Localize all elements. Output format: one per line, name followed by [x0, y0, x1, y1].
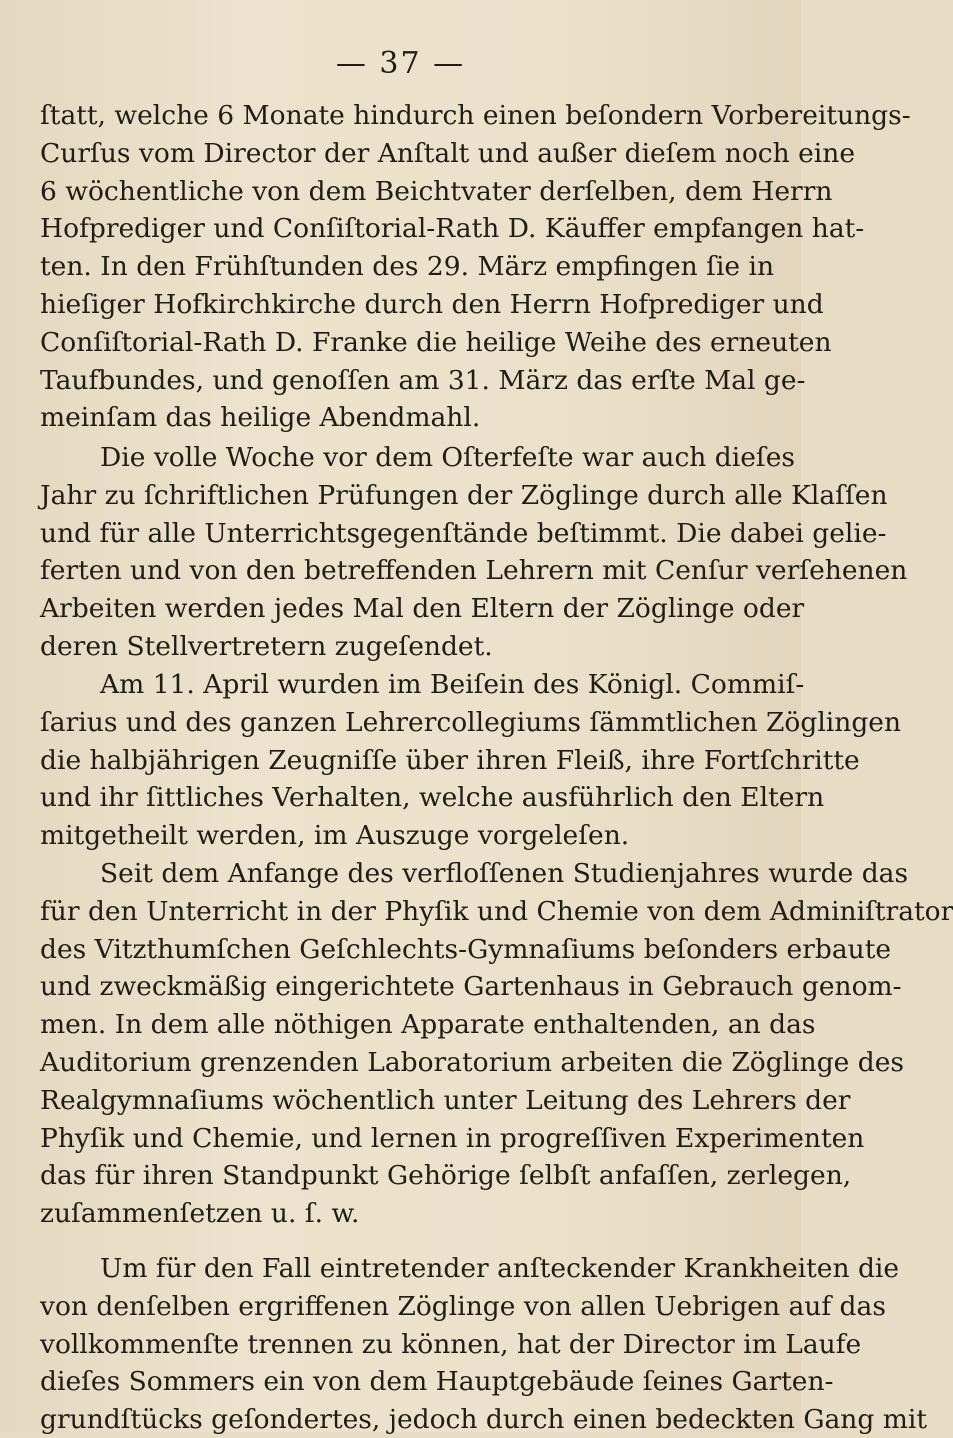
text-line: und ihr ſittliches Verhalten, welche ausführlich den Eltern: [40, 782, 825, 814]
text-line: 6 wöchentliche von dem Beichtvater derſelben, dem Herrn: [40, 175, 833, 207]
text-line: ſarius und des ganzen Lehrercollegiums ſämmtlichen Zöglingen: [40, 706, 902, 738]
text-line: Taufbundes, und genoſſen am 31. März das erſte Mal ge-: [40, 364, 806, 396]
text-line: Um für den Fall eintretender anſteckender Krankheiten die: [100, 1253, 900, 1284]
text-line: meinſam das heilige Abendmahl.: [40, 402, 481, 434]
text-line: Phyſik und Chemie, und lernen in progreſſiven Experimenten: [40, 1122, 865, 1154]
text-line: Seit dem Anfange des verfloſſenen Studienjahres wurde das: [100, 858, 909, 889]
text-line: men. In dem alle nöthigen Apparate enthaltenden, an das: [40, 1009, 816, 1041]
page-number: — 37 —: [335, 46, 466, 81]
text-line: zuſammenſetzen u. ſ. w.: [40, 1198, 360, 1230]
text-line: Am 11. April wurden im Beiſein des Königl. Commiſ-: [100, 669, 805, 700]
text-line: Curſus vom Director der Anſtalt und außer dieſem noch eine: [40, 137, 856, 169]
text-line: Die volle Woche vor dem Oſterfeſte war auch dieſes: [100, 442, 796, 473]
text-line: deren Stellvertretern zugeſendet.: [40, 631, 493, 662]
text-line: des Vitzthumſchen Geſchlechts-Gymnaſiums beſonders erbaute: [40, 933, 892, 965]
text-line: das für ihren Standpunkt Gehörige ſelbſt anfaſſen, zerlegen,: [40, 1160, 852, 1192]
text-line: ſtatt, welche 6 Monate hindurch einen beſondern Vorbereitungs-: [40, 100, 911, 131]
text-line: Auditorium grenzenden Laboratorium arbeiten die Zöglinge des: [40, 1047, 905, 1078]
text-line: hieſiger Hofkirchkirche durch den Herrn Hofprediger und: [40, 289, 824, 320]
text-line: Realgymnaſiums wöchentlich unter Leitung des Lehrers der: [40, 1084, 851, 1116]
text-line: ferten und von den betreffenden Lehrern mit Cenſur verſehenen: [40, 555, 908, 587]
text-line: und für alle Unterrichtsgegenſtände beſtimmt. Die dabei gelie-: [40, 517, 887, 549]
text-line: vollkommenſte trennen zu können, hat der Director im Laufe: [40, 1328, 862, 1360]
text-line: von denſelben ergriffenen Zöglinge von allen Uebrigen auf das: [40, 1290, 886, 1322]
text-line: und zweckmäßig eingerichtete Gartenhaus in Gebrauch genom-: [40, 971, 902, 1003]
text-line: die halbjährigen Zeugniſſe über ihren Fleiß, ihre Fortſchritte: [40, 744, 860, 776]
text-line: Jahr zu ſchriftlichen Prüfungen der Zöglinge durch alle Klaſſen: [40, 479, 888, 511]
text-line: für den Unterricht in der Phyſik und Chemie von dem Adminiſtrator: [40, 895, 953, 927]
text-line: mitgetheilt werden, im Auszuge vorgeleſen.: [40, 820, 630, 852]
text-line: Hofprediger und Conſiſtorial-Rath D. Käuffer empfangen hat-: [40, 213, 865, 245]
text-line: dieſes Sommers ein von dem Hauptgebäude ſeines Garten-: [40, 1366, 834, 1398]
text-line: grundſtücks geſondertes, jedoch durch einen bedeckten Gang mit: [40, 1404, 928, 1436]
text-line: Arbeiten werden jedes Mal den Eltern der Zöglinge oder: [40, 593, 805, 625]
text-line: Conſiſtorial-Rath D. Franke die heilige Weihe des erneuten: [40, 326, 832, 358]
text-line: ten. In den Frühſtunden des 29. März empfingen ſie in: [40, 251, 775, 283]
